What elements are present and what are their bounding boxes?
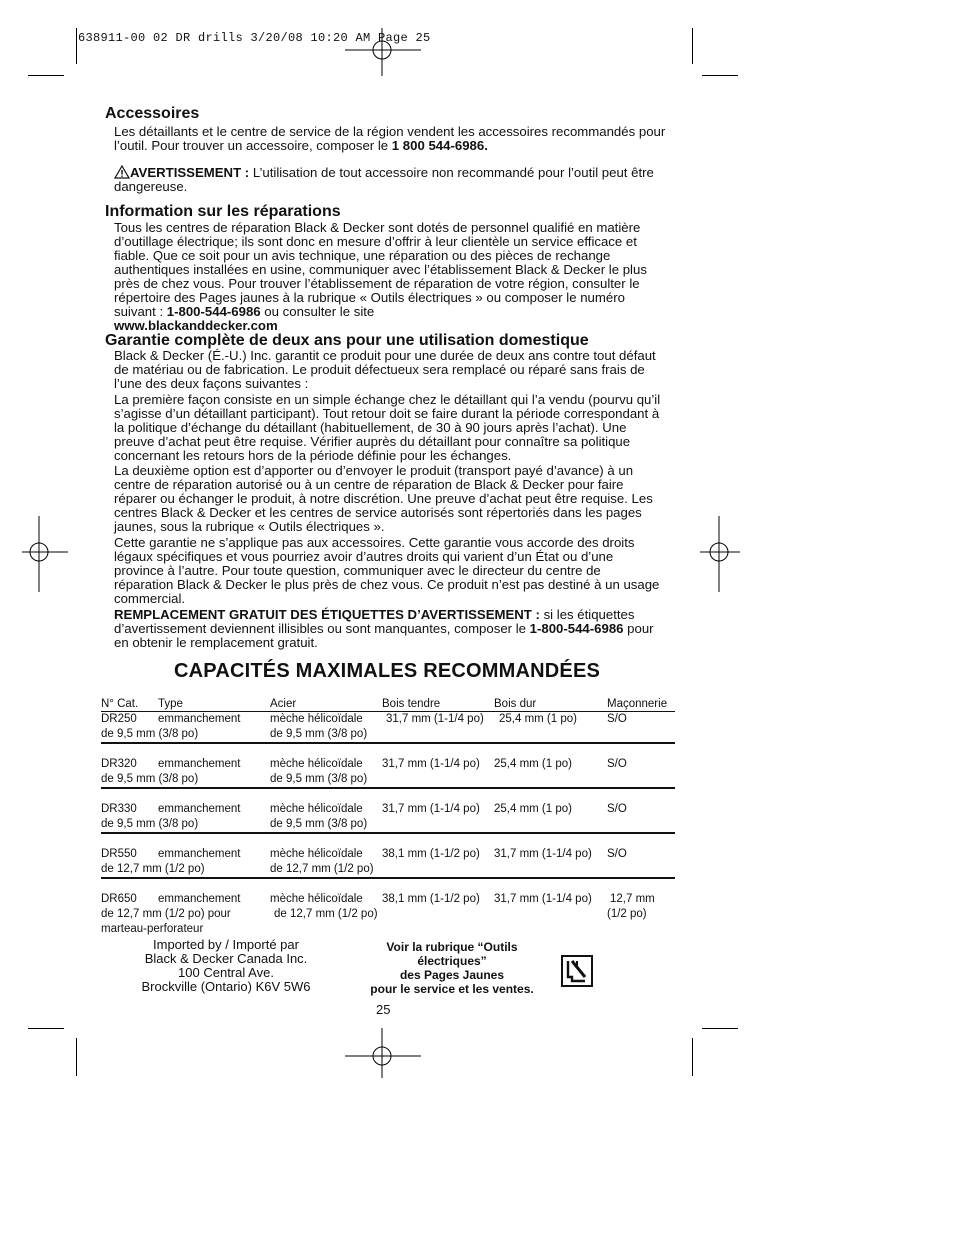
capacites-title: CAPACITÉS MAXIMALES RECOMMANDÉES: [174, 660, 601, 682]
page-number: 25: [376, 1002, 391, 1017]
garantie-heading: Garantie complète de deux ans pour une utilisation domestique: [105, 332, 589, 349]
reparations-text: Tous les centres de réparation Black & Decker sont dotés de personnel qualifié en matière d’outillage électrique; ils sont donc en mesure d’offrir à leur clientèle un service efficace et fiable. Que ce soit pour un avis technique, une réparation ou des pièces de rechange authentiques installées en usine, communiquer avec l’établissement Black & Decker le plus près de chez vous. Pour trouver l’établissement de réparation de votre région, consulter le répertoire des Pages jaunes à la rubrique « Outils électriques » ou composer le numéro suivant : 1-800-544-6986 ou consulter le site www.blackanddecker.com: [114, 220, 647, 333]
garantie-p1: Black & Decker (É.-U.) Inc. garantit ce produit pour une durée de deux ans contre tout défaut de matériau ou de fabrication. Le produit défectueux sera remplacé ou réparé sans frais de l’une des deux façons suivantes :: [114, 348, 656, 391]
registration-mark-top: [345, 28, 425, 76]
col-header-acier: Acier: [270, 698, 297, 710]
accessoires-heading: Accessoires: [105, 105, 200, 122]
col-header-maconnerie: Maçonnerie: [607, 698, 668, 710]
yellow-pages-notice: Voir la rubrique “Outils électriques” des Pages Jaunes pour le service et les ventes.: [370, 940, 534, 996]
importer-address: Imported by / Importé par Black & Decker Canada Inc. 100 Central Ave. Brockville (Ontario) K6V 5W6: [141, 937, 311, 994]
col-header-bois-dur: Bois dur: [494, 698, 537, 710]
col-header-bois-tendre: Bois tendre: [382, 698, 441, 710]
registration-mark-right: [700, 516, 750, 592]
garantie-p4: Cette garantie ne s’applique pas aux accessoires. Cette garantie vous accorde des droits légaux spécifiques et vous pourriez avoir d’autres droits qui varient d’un État ou d’une province à l’autre. Pour toute question, communiquer avec le directeur du centre de réparation Black & Decker le plus près de chez vous. Ce produit n’est pas destiné à un usage commercial.: [114, 535, 660, 606]
col-header-cat: N° Cat.: [101, 698, 139, 710]
website-link[interactable]: www.blackanddecker.com: [114, 318, 278, 333]
garantie-p2: La première façon consiste en un simple échange chez le détaillant qui l’a vendu (pourvu qu’il s’agisse d’un détaillant participant). Tout retour doit se faire durant la période correspondant à la politique d’échange du détaillant (habituellement, de 30 à 90 jours après l’achat). Une preuve d’achat peut être requise. Vérifier auprès du détaillant pour connaître sa politique concernant les retours hors de la période définie pour les échanges.: [114, 392, 661, 463]
registration-mark-bottom: [345, 1028, 425, 1080]
col-header-type: Type: [158, 698, 183, 710]
accessoires-text: Les détaillants et le centre de service de la région vendent les accessoires recommandés pour l’outil. Pour trouver un accessoire, composer le 1 800 544-6986.: [114, 124, 666, 153]
garantie-p3: La deuxième option est d’apporter ou d’envoyer le produit (transport payé d’avance) à un centre de réparation autorisé ou à un centre de réparation de Black & Decker pour faire réparer ou échanger le produit, à notre discrétion. Une preuve d’achat peut être requise. Les centres Black & Decker et les centres de service autorisés sont répertoriés dans les pages jaunes, sous la rubrique « Outils électriques ».: [114, 463, 653, 534]
reparations-heading: Information sur les réparations: [105, 203, 341, 220]
printer-slug: 638911-00 02 DR drills 3/20/08 10:20 AM Page 25: [78, 31, 431, 45]
yellow-pages-icon: [561, 955, 593, 987]
accessoires-warning: AVERTISSEMENT : L’utilisation de tout accessoire non recommandé pour l’outil peut être dangereuse.: [114, 165, 654, 194]
garantie-p5: REMPLACEMENT GRATUIT DES ÉTIQUETTES D’AVERTISSEMENT : si les étiquettes d’avertissement deviennent illisibles ou sont manquantes, composer le 1-800-544-6986 pour en obtenir le remplacement gratuit.: [114, 607, 654, 650]
warning-icon: [114, 165, 130, 179]
registration-mark-left: [22, 516, 72, 592]
